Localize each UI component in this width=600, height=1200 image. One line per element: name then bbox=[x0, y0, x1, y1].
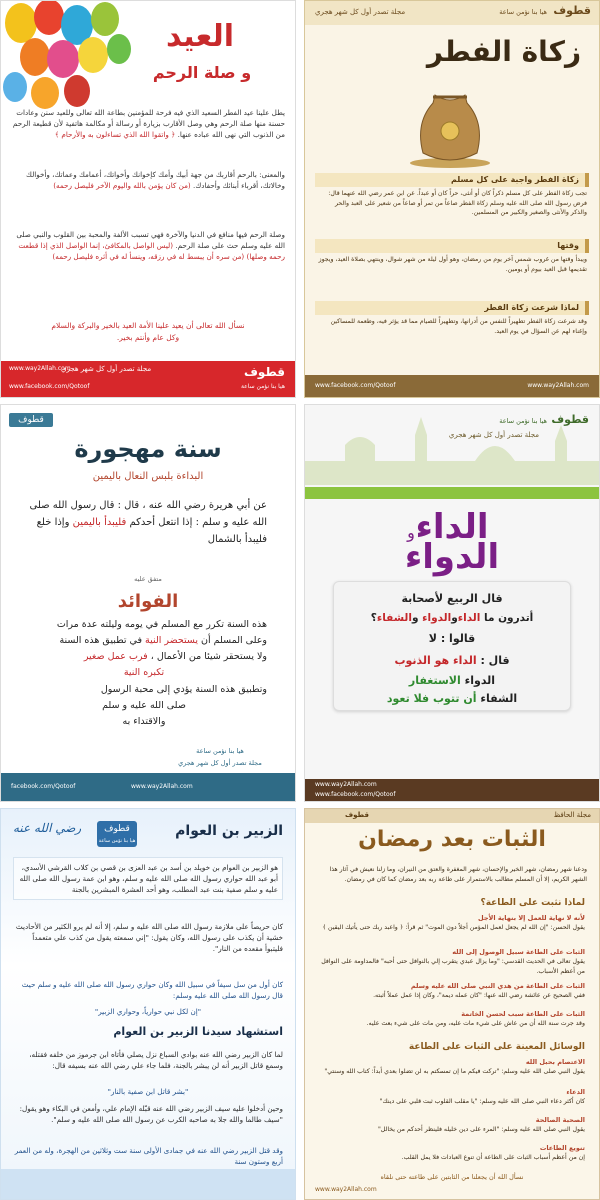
card6-point2-text: يقول تعالى في الحديث القدسي: "وما يزال عبدي يتقرب إلي بالنوافل حتى أحبه" فالمداومة على النوافل من أعظم الأسباب. bbox=[321, 958, 585, 975]
card1-para2: والمعنى: بالرحم أقاربك من جهة أبيك وأمك كإخوانك وأخواتك، أعمامك وعماتك، وأخوالك وخالاتك، أقرباء أبنائك وأحفادك. bbox=[26, 170, 285, 191]
card3-logo: قطوف bbox=[9, 413, 53, 427]
card5-logo: قطوف هيا بنا نؤمن ساعة bbox=[97, 821, 137, 847]
card3-title: سنة مهجورة bbox=[74, 435, 222, 463]
card4-header-tag: مجلة تصدر أول كل شهر هجري bbox=[448, 431, 539, 439]
money-bag-image bbox=[405, 73, 495, 168]
card1-closing: نسأل الله تعالى أن يعيد علينا الأمة العيد بالخير والبركة والسلام bbox=[51, 321, 245, 330]
card3-hadith-end: وإذا خلع فليبدأ بالشمال bbox=[36, 517, 267, 545]
card6-question2: الوسائل المعينة على الثبات على الطاعة bbox=[408, 1042, 585, 1052]
card3-hadith: عن أبي هريرة رضي الله عنه ، قال : قال رسول الله صلى الله عليه و سلم : إذا انتعل أحدكم bbox=[29, 500, 267, 528]
card6-means1-text: يقول النبي صلى الله عليه وسلم: "تركت فيكم ما إن تمسكتم به لن تضلوا بعدي أبداً: كتاب الله وسنتي" bbox=[324, 1068, 585, 1075]
card6-header bbox=[305, 809, 599, 823]
card2-section2-text: ويبدأ وقتها من غروب شمس آخر يوم من رمضان، وهو أول ليلة من شهر شوال، وينتهي بصلاة العيد، ويجوز تقديمها قبل العيد بيوم أو يومين. bbox=[318, 256, 587, 273]
card6-intro: ودعنا شهر رمضان، شهر الخير والإحسان، شهر المغفرة والعتق من النيران، وما زلنا نعيش في آثار هذا الشهر الكريم، إلا أن المسلم مطالب بالاستمرار على طاعة ربه بعد رمضان كما كان في رمضان. bbox=[329, 866, 587, 883]
card5-para6: وقد قتل الزبير رضي الله عنه في جمادى الأولى سنة ست وثلاثين من الهجرة، وله من العمر أربع وستون سنة bbox=[14, 1146, 283, 1167]
card6-question1: لماذا نثبت على الطاعة؟ bbox=[480, 898, 585, 908]
card5-para5: وحين أدخلوا عليه سيف الزبير رضي الله عنه قبّله الإمام علي، وأمعن في البكاء وهو يقول: "سيف طالما والله جلا به صاحبه الكرب عن رسول الله صلى الله عليه و سلم". bbox=[19, 1104, 283, 1125]
card1-footer-sub: هيا بنا نؤمن ساعة bbox=[240, 383, 285, 390]
card6-footer-url[interactable]: www.way2Allah.com bbox=[315, 1186, 377, 1193]
card4-title-and: و bbox=[407, 523, 415, 542]
card5-para2: كان حريصاً على ملازمة رسول الله صلى الله عليه و سلم، إلا أنه لم يرو الكثير من الأحاديث خشية أن يكذب على رسول الله، وكان يقول: "إني سمعته يقول من كذب علي متعمداً فليتبوأ مقعده من النار". bbox=[15, 922, 283, 954]
card4-title-disease: الداء bbox=[415, 507, 489, 547]
card4-brand: قطوف bbox=[551, 413, 589, 426]
card2-section3-heading: لماذا شرعت زكاة الفطر bbox=[315, 301, 589, 315]
card3-benefit2-highlight: يستحضر النية bbox=[145, 635, 199, 647]
card-sunnah[interactable] bbox=[0, 404, 296, 802]
card1-para1: يطل علينا عيد الفطر السعيد الذي فيه فرحة للمؤمنين بطاعة الله تعالى وللعيد سنن وعادات حسنة منها صلة الرحم وهي وصل الأقارب بزيارة أو رسالة أو مكالمة هاتفية لأن قطيعة الرحم من الذنوب التي نهى الله عباده عنها. bbox=[12, 108, 285, 140]
card4-line6a: الشفاء bbox=[480, 692, 518, 705]
card5-quote: "إن لكل نبي حوارياً، وحواري الزبير" bbox=[94, 1007, 202, 1016]
card3-footer bbox=[1, 773, 295, 801]
card5-seal: رضي الله عنه bbox=[13, 821, 82, 835]
card3-benefit4: تكبره النية bbox=[123, 667, 165, 679]
card2-section2-heading: وقتها bbox=[315, 239, 589, 253]
card6-brand: قطوف bbox=[345, 811, 369, 819]
card6-point4: الثبات على الطاعة سبب لحسن الخاتمة bbox=[461, 1010, 585, 1018]
card6-means3: الصحبة الصالحة bbox=[535, 1116, 585, 1124]
card6-point3: الثبات على الطاعة من هدي النبي صلى الله عليه وسلم bbox=[410, 982, 585, 990]
card2-url[interactable]: www.way2Allah.com bbox=[527, 382, 589, 389]
card4-brand-sub: هيا بنا نؤمن ساعة bbox=[499, 417, 547, 425]
card4-line4b: الداء هو الذنوب bbox=[394, 654, 477, 667]
card1-footer-tag: مجلة تصدر أول كل شهر هجري bbox=[61, 365, 152, 373]
card-zakat[interactable] bbox=[304, 0, 600, 398]
card4-line4a: قال : bbox=[480, 654, 510, 667]
card6-means2-text: كان أكثر دعاء النبي صلى الله عليه وسلم: "يا مقلب القلوب ثبت قلبي على دينك" bbox=[379, 1098, 585, 1105]
card3-hadith-highlight: فليبدأ باليمين bbox=[72, 517, 127, 528]
card5-para4: لما كان الزبير رضي الله عنه بوادي السباع نزل يصلي فأتاه ابن جرموز من خلفه فقتله، وسمع قاتل الزبير أنه لن يبشر بالجنة، فلما جاء علي رضي الله عنه بسيفه قال: bbox=[29, 1050, 283, 1071]
card3-url[interactable]: www.way2Allah.com bbox=[131, 783, 193, 790]
card-eid[interactable] bbox=[0, 0, 296, 398]
card3-footer-sub: هيا بنا نؤمن ساعة bbox=[196, 747, 244, 755]
card2-footer bbox=[305, 375, 599, 397]
card4-line2a: أتدرون ما bbox=[484, 612, 534, 624]
card6-means3-text: يقول النبي صلى الله عليه وسلم: "المرء على دين خليله فلينظر أحدكم من يخالل" bbox=[377, 1126, 585, 1133]
card4-line1: قال الربيع لأصحابة bbox=[401, 592, 503, 605]
card6-title: الثبات بعد رمضان bbox=[358, 827, 546, 852]
card1-quote2: (من كان يؤمن بالله واليوم الآخر فليصل رحمه) bbox=[53, 181, 191, 191]
card4-url[interactable]: www.way2Allah.com bbox=[315, 781, 377, 788]
card3-footer-tag: مجلة تصدر أول كل شهر هجري bbox=[178, 759, 262, 767]
card4-title-cure: الدواء bbox=[404, 537, 500, 577]
card3-benefit5: وتطبيق هذه السنة يؤدي إلى محبة الرسول bbox=[100, 683, 267, 695]
card4-line6b: أن تتوب فلا تعود bbox=[386, 692, 477, 705]
card1-facebook-link[interactable]: www.facebook.com/Qotoof bbox=[9, 383, 90, 390]
card3-benefit1: هذه السنة تكرر مع المسلم في يومه وليلته عدة مرات bbox=[56, 619, 267, 630]
card5-para3: كان أول من سل سيفاً في سبيل الله وكان حواري رسول الله صلى الله عليه و سلم حيث قال رسول الله صلى الله عليه وسلم: bbox=[21, 980, 283, 1001]
card3-benefit7: والاقتداء به bbox=[122, 715, 166, 727]
card2-section1-heading: زكاة الفطر واجبة على كل مسلم bbox=[315, 173, 589, 187]
card2-title: زكاة الفطر bbox=[426, 35, 582, 68]
card5-quote2: "بشر قاتل ابن صفية بالنار" bbox=[107, 1087, 189, 1096]
card3-facebook-link[interactable]: facebook.com/Qotoof bbox=[11, 783, 76, 790]
card5-title: الزبير بن العوام bbox=[175, 823, 283, 839]
card4-facebook-link[interactable]: www.facebook.com/Qotoof bbox=[315, 791, 396, 798]
card2-brand: قطوف bbox=[553, 4, 591, 17]
card2-brand-sub: هيا بنا نؤمن ساعة bbox=[499, 8, 547, 16]
card6-closing: نسأل الله أن يجعلنا من الثابتين على طاعته حتى نلقاه bbox=[380, 1173, 524, 1181]
balloons-image bbox=[1, 1, 131, 116]
card3-benefit2: وعلى المسلم أن bbox=[201, 635, 267, 647]
card-zubair[interactable] bbox=[0, 808, 296, 1200]
card1-closing2: وكل عام وأنتم بخير. bbox=[116, 333, 180, 342]
card4-footer bbox=[305, 779, 599, 801]
card4-line2f: الشفاء bbox=[376, 612, 412, 624]
card3-ref: متفق عليه bbox=[134, 575, 162, 583]
card3-benefit6: صلى الله عليه و سلم bbox=[102, 699, 186, 711]
card1-quote1: ﴿ واتقوا الله الذي تساءلون به والأرحام ﴾ bbox=[54, 130, 176, 140]
card2-header-tag: مجلة تصدر أول كل شهر هجري bbox=[315, 8, 406, 16]
card4-line2d: الدواء bbox=[422, 612, 452, 624]
card6-means1: الاعتصام بحبل الله bbox=[525, 1058, 585, 1066]
card5-para1: هو الزبير بن العوام بن خويلد بن أسد بن عبد العزى بن قصي بن كلاب القرشي الأسدي، أبو عبد الله حواري رسول الله صلى الله عليه و سلم، وهو ابن عمة رسول الله صلى الله عليه و سلم صفية بنت عبد المطلب، وهو أحد العشرة المبشرين بالجنة bbox=[13, 857, 283, 900]
card3-benefits-title: الفوائد bbox=[117, 591, 179, 612]
card4-line5a: الدواء bbox=[464, 674, 496, 687]
card6-point2: الثبات على الطاعة سبيل الوصول إلى الله bbox=[452, 948, 585, 956]
card6-means4: تنويع الطاعات bbox=[539, 1144, 585, 1152]
card6-point1-text: يقول الحسن: "إن الله لم يجعل لعمل المؤمن أجلاً دون الموت" ثم قرأ: ﴿ واعبد ربك حتى يأتيك اليقين ﴾ bbox=[322, 924, 585, 931]
card1-quote3: (ليس الواصل بالمكافئ، إنما الواصل الذي إذا قطعت رحمه وصلها) bbox=[18, 241, 285, 262]
card6-point1: لأنه لا نهاية للعمل إلا بنهاية الأجل bbox=[478, 914, 585, 922]
card4-line3: قالوا : لا bbox=[428, 632, 476, 645]
card2-section1-text: تجب زكاة الفطر على كل مسلم ذكراً كان أو أنثى، حراً كان أو عبداً. عن ابن عمر رضي الله عنهما قال: فرض رسول الله صلى الله عليه وسلم زكاة الفطر صاعاً من تمر أو صاعاً من شعير على العبد والحر والذكر والأنثى والصغير والكبير من المسلمين. bbox=[328, 190, 587, 217]
card4-line2c: و bbox=[451, 612, 458, 624]
card1-subtitle: و صلة الرحم bbox=[152, 63, 252, 82]
card2-facebook-link[interactable]: www.facebook.com/Qotoof bbox=[315, 382, 396, 389]
card3-benefit2-end: في تطبيق هذه السنة bbox=[59, 635, 142, 647]
card1-para3: وصلة الرحم فيها منافع في الدنيا والآخرة فهي تسبب الألفة والمحبة بين القلوب والنبي صلى الله عليه وسلم حث على صلة الرحم. bbox=[16, 230, 285, 251]
card2-section3-text: وقد شرعت زكاة الفطر تطهيراً للنفس من أدرانها، وتطهيراً للصيام مما قد يؤثر فيه، وطعمة للمساكين وإغناء لهم عن السؤال في يوم العيد. bbox=[330, 318, 587, 335]
card4-line5b: الاستغفار bbox=[408, 674, 461, 687]
card1-title: العيد bbox=[165, 19, 235, 54]
card4-green-band bbox=[305, 487, 599, 499]
card4-line2b: الداء bbox=[457, 612, 481, 624]
card1-footer bbox=[1, 361, 295, 397]
card4-line2g: ؟ bbox=[370, 612, 377, 624]
card6-means4-text: إن من أعظم أسباب الثبات على الطاعة أن تنوع العبادات فلا يمل القلب. bbox=[401, 1154, 585, 1161]
card6-point3-text: ففي الصحيح عن عائشة رضي الله عنها: "كان عمله ديمة"، وكان إذا عمل عملاً أثبته. bbox=[373, 992, 585, 999]
card4-line2e: و bbox=[411, 612, 419, 624]
card6-header-tag: مجلة الحافظ bbox=[553, 811, 591, 819]
card6-point4-text: وقد جرت سنة الله أن من عاش على شيء مات عليه، ومن مات على شيء بعث عليه. bbox=[366, 1020, 585, 1027]
card3-subtitle: البداءة بلبس النعال باليمين bbox=[92, 471, 204, 482]
card3-benefit3: ولا يستحقر شيئا من الأعمال ، bbox=[150, 651, 267, 663]
card5-section-title: استشهاد سيدنا الزبير بن العوام bbox=[113, 1025, 283, 1038]
card-ramadan[interactable] bbox=[304, 808, 600, 1200]
card3-benefit3-highlight: فرب عمل صغير bbox=[83, 651, 148, 663]
card1-quote4: (من سره أن يبسط له في رزقه، وينسأ له في أثره فليصل رحمه) bbox=[52, 252, 245, 262]
card5-footer bbox=[1, 1169, 295, 1199]
card6-means2: الدعاء bbox=[566, 1088, 585, 1096]
card-disease-cure[interactable] bbox=[304, 404, 600, 802]
card1-footer-brand: قطوف bbox=[243, 365, 285, 379]
card4-quote-box bbox=[333, 581, 571, 711]
card1-footer-url[interactable]: www.way2Allah.com bbox=[9, 365, 71, 372]
card2-header bbox=[305, 1, 599, 25]
